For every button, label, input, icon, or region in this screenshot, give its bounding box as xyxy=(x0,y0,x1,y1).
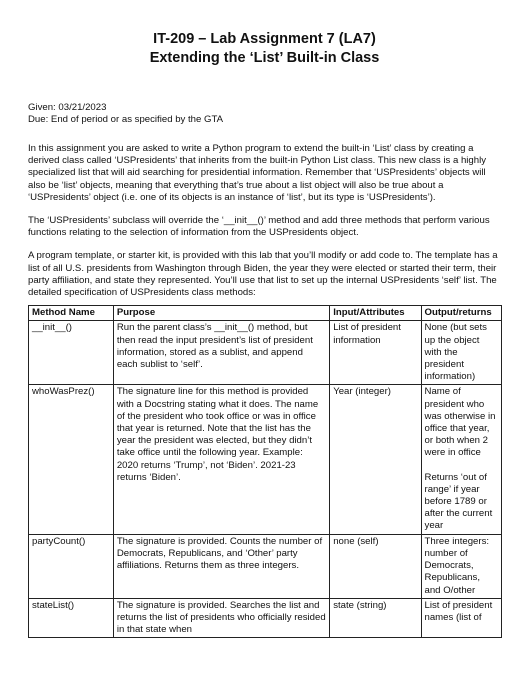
header-input: Input/Attributes xyxy=(330,306,421,321)
override-paragraph: The ‘USPresidents’ subclass will override the ‘__init__()’ method and add three methods that perform various functions relating to the selection of information from the USPresidents object. xyxy=(28,215,490,239)
purpose-cell: The signature is provided. Searches the list and returns the list of presidents who officially resided in that state when xyxy=(113,598,329,638)
header-output: Output/returns xyxy=(421,306,501,321)
table-header-row xyxy=(29,306,502,321)
table-row xyxy=(29,598,502,638)
input-cell: Year (integer) xyxy=(330,385,421,534)
method-name-cell: whoWasPrez() xyxy=(29,385,114,534)
method-name-cell: stateList() xyxy=(29,598,114,638)
output-cell xyxy=(421,598,501,638)
input-cell: none (self) xyxy=(330,534,421,598)
method-name-cell: partyCount() xyxy=(29,534,114,598)
purpose-cell: Run the parent class’s __init__() method, but then read the input president’s list of president information, stored as a sublist, and append each sublist to ‘self’. xyxy=(113,321,329,385)
output-text: None (but sets up the object with the president information) xyxy=(424,322,487,383)
header-method-name: Method Name xyxy=(29,306,114,321)
given-date: Given: 03/21/2023 xyxy=(28,102,107,113)
output-text-out-of-range: Returns ‘out of range’ if year before 1789 or after the current year xyxy=(424,471,493,532)
input-cell: state (string) xyxy=(330,598,421,638)
title-line-1: IT-209 – Lab Assignment 7 (LA7) xyxy=(153,31,376,47)
purpose-cell: The signature is provided. Counts the number of Democrats, Republicans, and ‘Other’ party affiliations. Returns them as three integers. xyxy=(113,534,329,598)
template-paragraph: A program template, or starter kit, is provided with this lab that you’ll modify or add code to. The template has a list of all U.S. presidents from Washington through Biden, the year they were elected or started their term, their party affiliation, and state they represented. You’ll use that list to set up the internal USPresidents ‘self’ list. The detailed specification of USPresidents class methods: xyxy=(28,250,498,299)
method-spec-table xyxy=(28,305,502,638)
output-cell xyxy=(421,321,501,385)
assignment-dates xyxy=(28,102,501,126)
output-cell xyxy=(421,385,501,534)
title-line-2: Extending the ‘List’ Built-in Class xyxy=(149,50,380,66)
table-row xyxy=(29,534,502,598)
intro-paragraph: In this assignment you are asked to write a Python program to extend the built-in ‘List’ class by creating a derived class called ‘USPresidents’ that inherits from the built-in Python List class. This new class is a highly specialized list that will aid searching for presidential information. Remember that ‘USPresidents’ objects will also be ‘list’ objects, meaning that everything that’s true about a list object will also be true about a ‘USPresidents’ object (i.e. one of its objects is an instance of ‘list’, but its type is ‘USPresidents’). xyxy=(28,143,487,203)
output-text: Three integers: number of Democrats, Republicans, and O/other xyxy=(424,535,490,596)
due-date: Due: End of period or as specified by the GTA xyxy=(28,114,223,125)
table-row xyxy=(29,385,502,534)
method-name-cell: __init__() xyxy=(29,321,114,385)
purpose-cell: The signature line for this method is provided with a Docstring stating what it does. The name of the president who took office or was in office that year is returned. Note that the list has the year the president was elected, but they didn’t take office until the following year. Example: 2020 returns ‘Trump’, not ‘Biden’. 2021-23 returns ‘Biden’. xyxy=(113,385,329,534)
header-purpose: Purpose xyxy=(113,306,329,321)
table-row xyxy=(29,321,502,385)
input-cell: List of president information xyxy=(330,321,421,385)
output-text: Name of president who was otherwise in office that year, or both when 2 were in office xyxy=(424,386,496,459)
output-text: List of president names (list of xyxy=(424,599,493,623)
document-title xyxy=(28,0,501,68)
output-cell xyxy=(421,534,501,598)
